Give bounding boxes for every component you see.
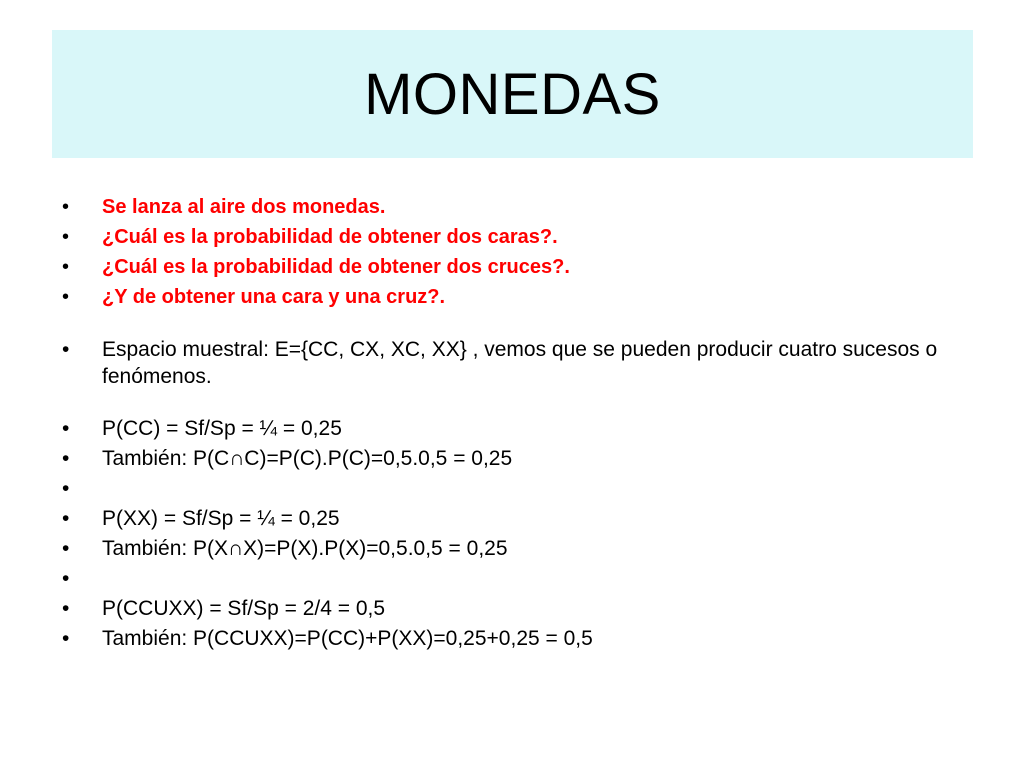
result-text: P(XX) = Sf/Sp = ¼ = 0,25 [102, 507, 340, 530]
bullet-dot: • [62, 507, 70, 530]
bullet-dot: • [62, 627, 70, 650]
sample-space-text: Espacio muestral: E={CC, CX, XC, XX} , vemos que se pueden producir cuatro sucesos o fenómenos. [102, 338, 938, 388]
bullet-dot: • [62, 286, 70, 308]
result-item [60, 534, 960, 564]
result-item [60, 504, 960, 534]
bullet-dot: • [62, 196, 70, 218]
result-item [60, 474, 960, 504]
question-text: ¿Cuál es la probabilidad de obtener dos cruces?. [102, 256, 570, 278]
question-item [60, 192, 960, 222]
result-text: También: P(C∩C)=P(C).P(C)=0,5.0,5 = 0,25 [102, 447, 513, 470]
bullet-dot: • [62, 477, 70, 500]
result-item [60, 624, 960, 654]
bullet-dot: • [62, 417, 70, 440]
bullet-dot: • [62, 338, 70, 361]
bullet-dot: • [62, 256, 70, 278]
bullet-dot: • [62, 447, 70, 470]
question-item [60, 282, 960, 312]
question-text: ¿Y de obtener una cara y una cruz?. [102, 286, 446, 308]
bullet-dot: • [62, 597, 70, 620]
result-text: También: P(X∩X)=P(X).P(X)=0,5.0,5 = 0,25 [102, 537, 508, 560]
question-item [60, 222, 960, 252]
question-item [60, 252, 960, 282]
result-item [60, 414, 960, 444]
spacer [60, 312, 960, 336]
title-banner [52, 30, 973, 158]
result-text: P(CCUXX) = Sf/Sp = 2/4 = 0,5 [102, 597, 386, 620]
result-text: También: P(CCUXX)=P(CC)+P(XX)=0,25+0,25 = 0,5 [102, 627, 593, 650]
sample-space-item [60, 336, 960, 390]
bullet-dot: • [62, 226, 70, 248]
result-text: P(CC) = Sf/Sp = ¼ = 0,25 [102, 417, 342, 440]
question-text: Se lanza al aire dos monedas. [102, 196, 386, 218]
bullet-dot: • [62, 567, 70, 590]
question-text: ¿Cuál es la probabilidad de obtener dos caras?. [102, 226, 558, 248]
result-item [60, 594, 960, 624]
result-item [60, 564, 960, 594]
bullet-list [60, 192, 960, 654]
slide-title: MONEDAS [364, 61, 661, 127]
result-item [60, 444, 960, 474]
spacer [60, 390, 960, 414]
bullet-dot: • [62, 537, 70, 560]
